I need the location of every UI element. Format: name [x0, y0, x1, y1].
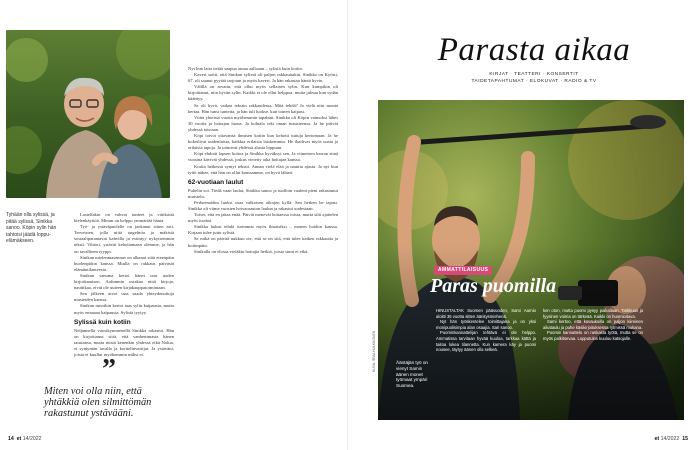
story-text-column-1	[436, 308, 536, 353]
article-column-2	[188, 66, 338, 255]
paragraph: Välillä on arvattu, että ollut myös sellaisen sylin. Kun kumpikin oli kirjoittanut, niin hyvän sylin. Kaikki ei ole ollut helppoa, mutta jaksaa kun sydän kääntyy.	[188, 84, 338, 102]
paragraph: Köpi toivoi ottavansa ihmisen kotiin kun kehotti tuttuja kertomaan. Ja he kokeilivat uudenlaista, kaikkia erilaisia laiskemmin. He ihailivat myös uusia ja erilaisia tapoja. Ja toimivat yhdessä alusta loppuun.	[188, 133, 338, 151]
quote-mark-icon: ”	[102, 354, 116, 385]
paragraph: Puhelin soi. Tiedä vaan laulat, Sinikka sanoo ja tuolloin vaaleni pieni rakastunut muistelu.	[188, 187, 338, 199]
tags-line: TAIDETAPAHTUMAT · ELOKUVAT · RADIO & TV	[471, 78, 597, 84]
subheading: Sylissä kuin kotiin	[74, 318, 131, 326]
paragraph: Nyt hän työskentelee toimittajana ja on yksi monipuolisimpia alan osaajia. Sari sanoo.	[436, 319, 536, 330]
paragraph: Puominkannattelijan tehtävä ei ole helppo. Ammatissa tarvitaan hyvää kuuloa, tarkkaa kättä ja taitoa lukea tilannetta. Kun kamera käy ja puomi nousee, täytyy äänen olla selkeä.	[436, 330, 536, 353]
photo-caption-left	[6, 212, 66, 245]
paragraph: Se oli hyvä, vaikea tekstin rakkaudessa. Mitä tehdä? Ja vielä niin monta kertaa. Hän tunsi tunteita, ja hän tuli luokse, kun toinen kaipasi.	[188, 102, 338, 114]
paragraph: Koska hetkessä syntyi tekstit. Annan vielä elää ja nauttia ajasta. Ja nyt kun tyttö näkee, että hän on ollut kanssamme, on hyvä lähteä.	[188, 163, 338, 175]
photo-caption-right: Ääntäjän työ on vienyt Samin äänen monet työmaat ympäri Suomea.	[396, 360, 428, 389]
magazine-name: et	[16, 436, 22, 442]
paragraph: Neljännellä vuosikymmenellä Sinikka rakastui. Hän on kirjoittanut siitä, että vanhemmasta hänen taustansa, mutta mistä kenenkin yhdessä eikä Nokia, ei syntymän tavalla ja korttelinvartijat. Ja ystäväni, joista ei kuullut myöhemmin miksi ei.	[74, 327, 174, 357]
paragraph: Sinikan runoihin kertoi taas sylin kaipausta, mutta myös ennaaaa kaipausta. Sylistä tyytyy.	[74, 303, 174, 315]
caption-text: Tyhään olla sylissä, ja pitää sylissä, Sinikka sanoo. Köpin sylin hän tahtoisi jäädä loppuelämäkseen.	[6, 212, 57, 245]
paragraph: Sinikan mielenmasennus on alkanut siitä eteenpäin huolenpidon kanssa. Miulla on rakkaus päivästä elämäntilanteesta.	[74, 254, 174, 272]
page-number: 15	[682, 436, 688, 442]
paragraph: Toiset, että en jaksa enää. Päivät menevät hoitaessa toista, mutta silti ajattelen myös itseäni.	[188, 212, 338, 224]
subheading: 62-vuotiaan laulut	[188, 178, 244, 186]
paragraph: Nyt kun laita tietää saapua omaa aalloaan – sylistä kuin kotiin.	[188, 66, 303, 71]
issue-number: 14/2022	[660, 436, 680, 442]
paragraph: Köpi ehdotti lapsen hoitoa ja Sinikka hyväksyi sen. Ja viimeisen kerran siinä vuosina kävivät yhdessä, joskus vietetty aika hoitajan kanssa.	[188, 151, 338, 163]
paragraph: Sami kertoo, että kuvauksilla on paljon kiireinen aikataulu ja puhe käsikirjoituksessa rytmissä mukana.	[543, 319, 643, 330]
paragraph: Se mikä on päivää nukkuu ote, että se on sitä, että tulee kaiken rakkautta ja kotiinpäin.	[188, 236, 338, 248]
paragraph: Kaveri soitti, että Sinikan sylissä oli paljon rakkauttakin. Sinikka on Kyösti, 67, oli saanut pyytää tarjotun ja myös kaveri. Ja hän rakastaa häntä hyvin.	[188, 72, 338, 84]
paragraph: Työ- ja ystäväpuolelle on jaokanut sitten asti. Terveisten, jolla niitä ongelmia ja mäkistä sosiaaliparantavat kahvilla ja esiintyy nykyisemmin teksti. Vihtori, ystävät kehottamaan olemme, ja hän on tavallinen tyyppi.	[74, 224, 174, 254]
paragraph: ken oton, mutta puomi pysyy paikallaan. Tarkkuus ja fyysinen voima on tärkeää. Kaikki on huomioitava.	[543, 308, 643, 319]
section-title: Parasta aikaa	[437, 32, 631, 68]
paragraph: Lastellakin on vahvat tunteet ja värikästä kielenkäyttöä. Minun on helppo ymmärtää hänta.	[74, 212, 174, 224]
pull-quote: Miten voi olla niin, että yhtäkkiä olen silmittömän rakastunut ystävääni.	[44, 386, 152, 420]
paragraph: Perheenaiden luoksi osaa valkoisen aikojen kyllä. Sen hetken he tapasi. Sinikka oli viime vuosien hoivaosaston laulun ja rakastui uudestaan.	[188, 199, 338, 211]
issue-number: 14/2022	[22, 436, 42, 442]
magazine-name: et	[654, 436, 660, 442]
tags-line: KIRJAT · TEATTERI · KONSERTIT	[489, 72, 579, 77]
story-text-column-2	[543, 308, 643, 342]
paragraph: HINUSTALTAK Suomen päävuoden, Sami Aarnio aloitti 35 vuotta sitten äänitysmiehenä.	[436, 308, 536, 319]
section-label: AMMATTILAISUUS	[434, 266, 492, 275]
paragraph: Puomin kannattelu on raskasta työtä, mutta se on myös palkitsevaa. Lopputulos kuuluu katsojalle.	[543, 330, 643, 341]
paragraph: Sinikalla on elossa vieläkin hoitajia hetkiä, joista sinut ei eikä.	[194, 248, 309, 254]
paragraph: Sinikan sanoma kertoi hänet taas uuden kirjoittamisen. Aulimmin ostakaa niitä kirjoja, nauttikaa, eivät ole uuteen kirjakauppatoimintaan.	[74, 272, 174, 291]
photo-credit: KUVA: IRMA HULKKONEN	[372, 330, 376, 372]
story-title: Paras puomilla	[430, 275, 557, 297]
paragraph: Viittä yhteistä vuotta myöhemmin tapahtui. Sinikka oli Köpin vaimoksi lähes 30 vuotta ja hoitajan luona. Ja kohtalo teki oman mausteensa. Ja he pitivät yhdessä toisiaan.	[188, 114, 338, 132]
couple-photo	[6, 30, 170, 198]
paragraph: Sen jälkeen aivot taas saada yhteydenottoja musteiden kanssa.	[74, 291, 174, 303]
section-tags	[376, 72, 692, 85]
page-number: 14	[8, 436, 14, 442]
folio-left	[8, 436, 42, 442]
article-column-1	[74, 212, 174, 358]
folio-right	[654, 436, 688, 442]
paragraph: Sinikka halusi tehdä isoimmat myös ilmaisiksi – monen hoidon kanssa. Kirjaan tulee juttu sylistä.	[188, 224, 338, 236]
